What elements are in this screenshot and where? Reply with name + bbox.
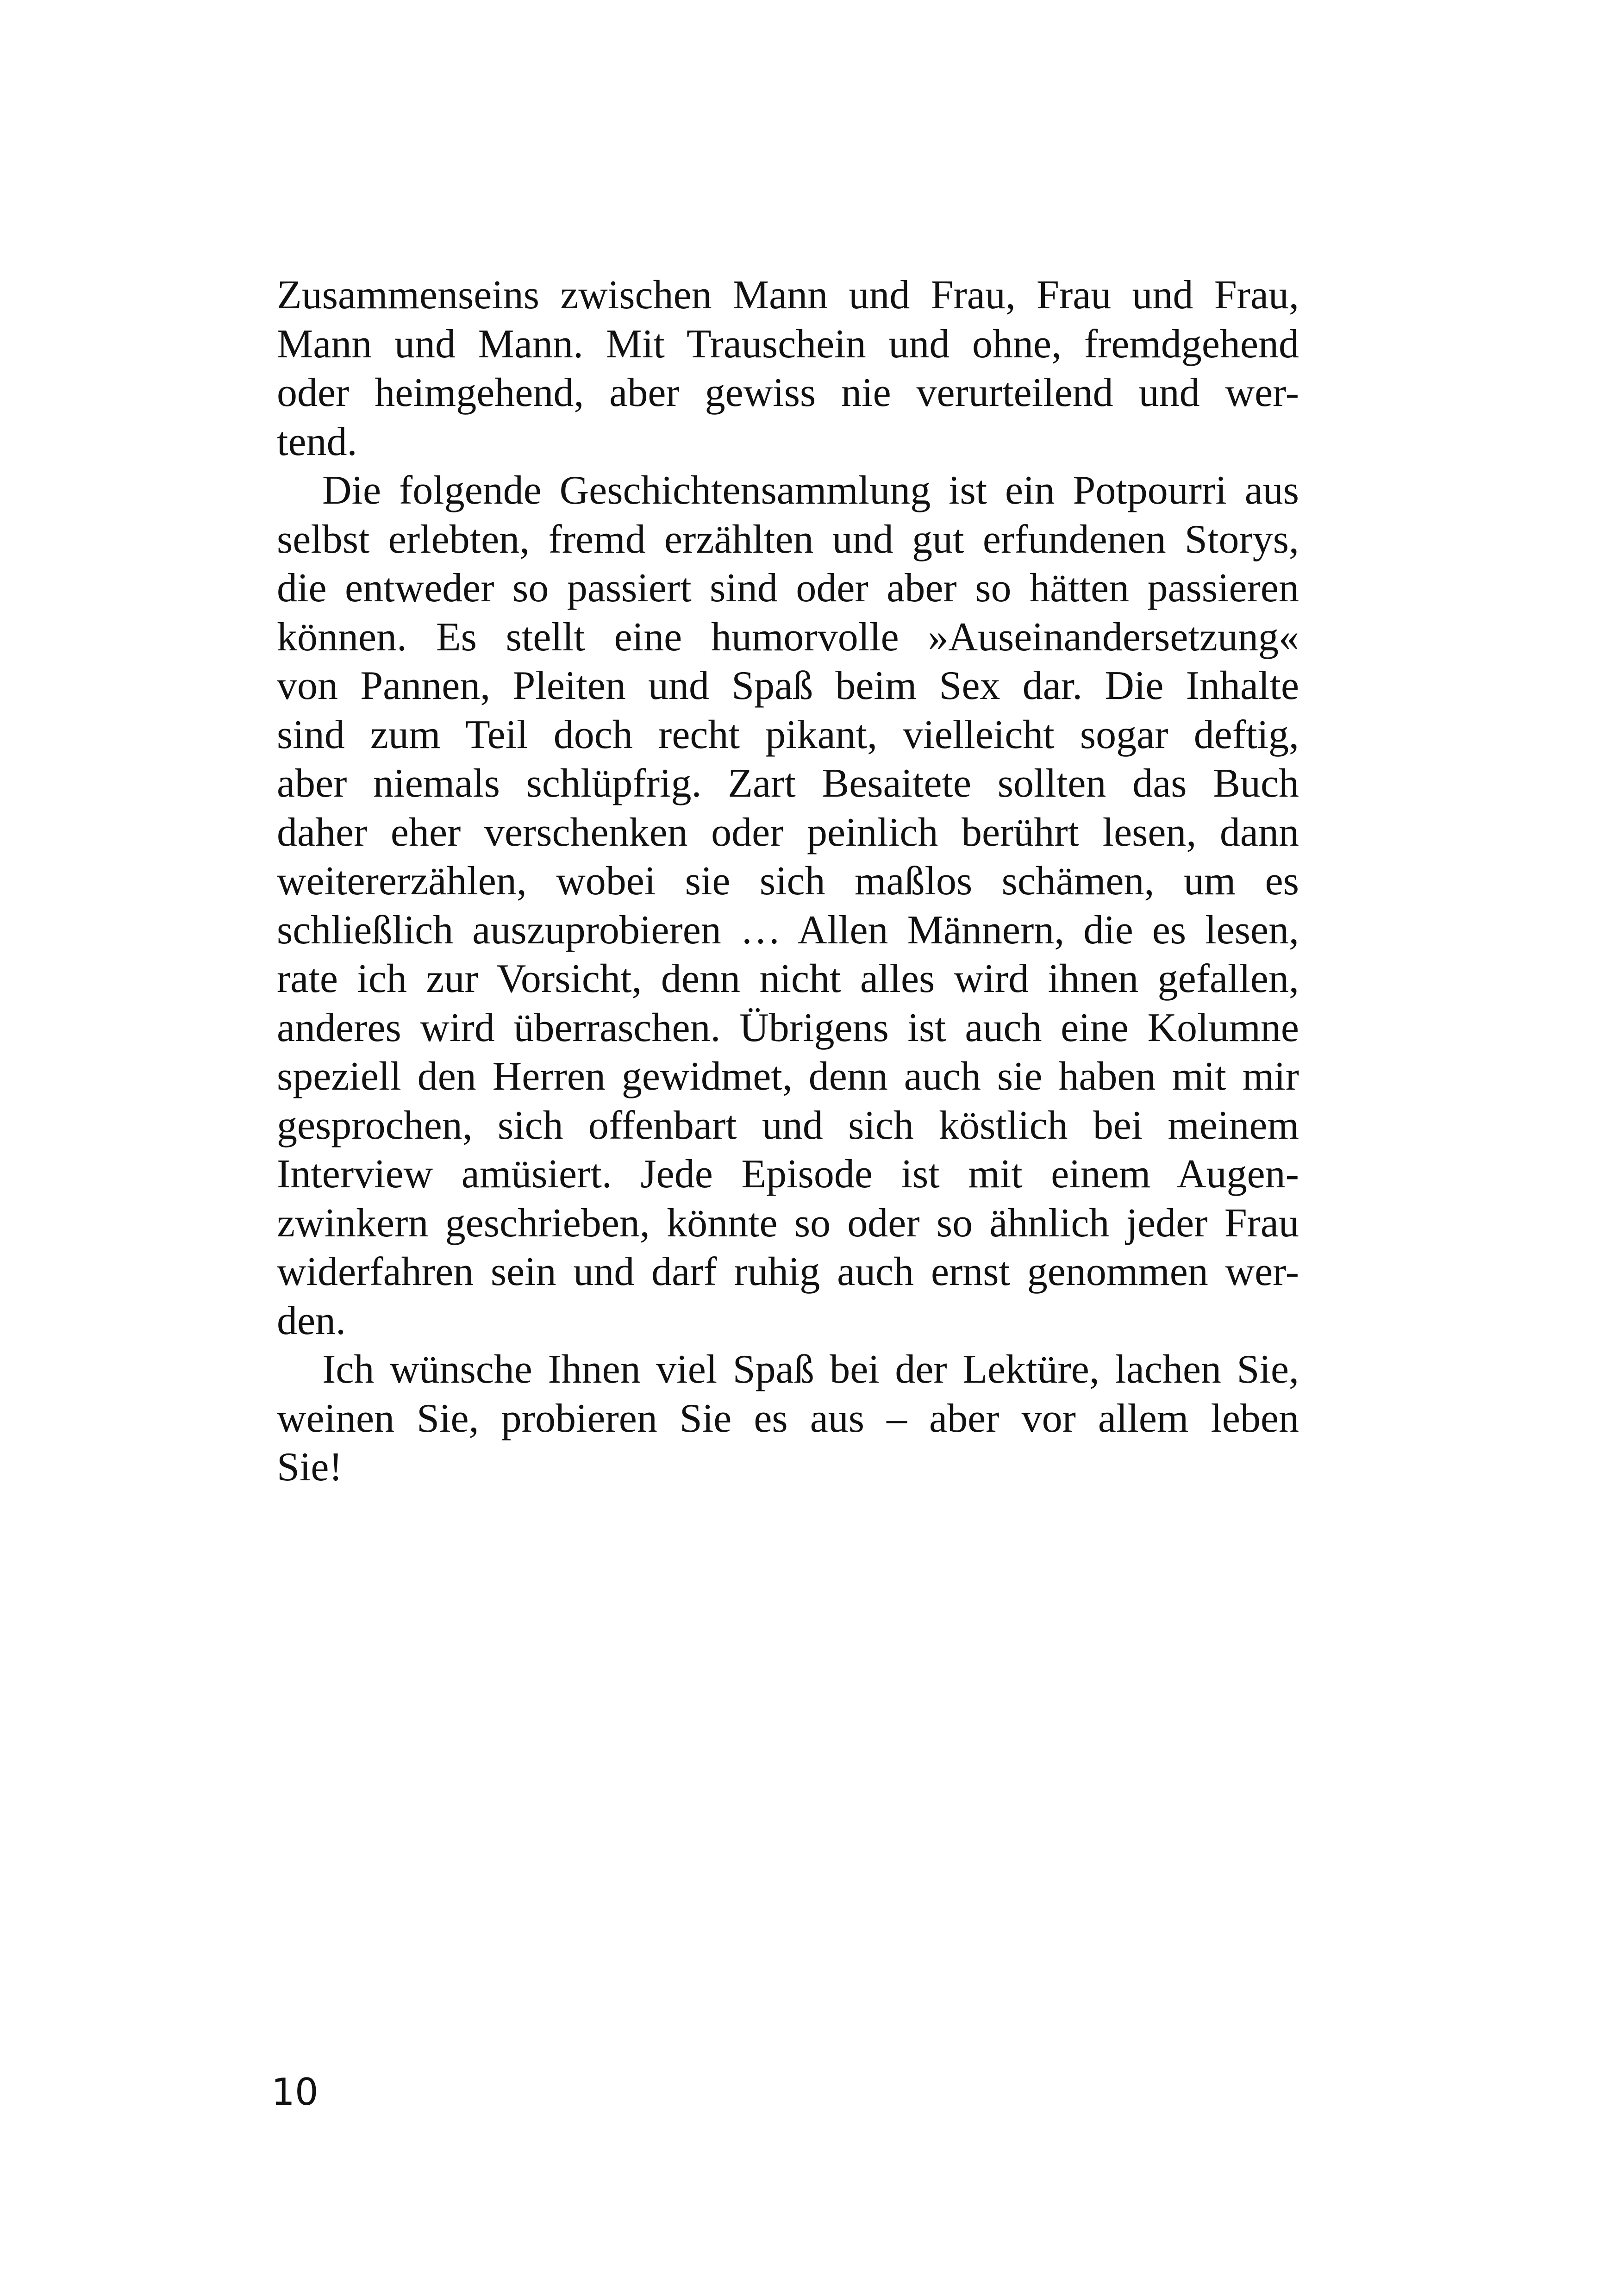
body-text: [277, 271, 1299, 1492]
text-line: Die folgende Geschichtensammlung ist ein Potpourri aus: [322, 468, 1299, 513]
text-line: den.: [277, 1298, 346, 1343]
text-line: weitererzählen, wobei sie sich maßlos schämen, um es: [277, 859, 1299, 904]
paragraph-1: [277, 271, 1299, 466]
text-line: widerfahren sein und darf ruhig auch ernst genommen wer-: [277, 1249, 1299, 1294]
text-line: daher eher verschenken oder peinlich berührt lesen, dann: [277, 810, 1299, 855]
text-line: aber niemals schlüpfrig. Zart Besaitete sollten das Buch: [277, 761, 1299, 806]
page-number: 10: [271, 2070, 319, 2114]
text-line: Ich wünsche Ihnen viel Spaß bei der Lektüre, lachen Sie,: [322, 1347, 1299, 1392]
text-line: tend.: [277, 419, 357, 464]
text-line: können. Es stellt eine humorvolle »Auseinandersetzung«: [277, 614, 1299, 660]
text-line: Interview amüsiert. Jede Episode ist mit einem Augen-: [277, 1152, 1299, 1197]
text-line: Sie!: [277, 1445, 343, 1490]
text-line: Zusammenseins zwischen Mann und Frau, Frau und Frau,: [277, 273, 1299, 318]
text-line: rate ich zur Vorsicht, denn nicht alles wird ihnen gefallen,: [277, 956, 1299, 1001]
text-line: von Pannen, Pleiten und Spaß beim Sex dar. Die Inhalte: [277, 663, 1299, 708]
text-line: zwinkern geschrieben, könnte so oder so ähnlich jeder Frau: [277, 1200, 1299, 1246]
text-line: anderes wird überraschen. Übrigens ist auch eine Kolumne: [277, 1005, 1299, 1050]
text-line: weinen Sie, probieren Sie es aus – aber vor allem leben: [277, 1396, 1299, 1441]
paragraph-3: [277, 1345, 1299, 1492]
text-line: gesprochen, sich offenbart und sich köstlich bei meinem: [277, 1103, 1299, 1148]
text-line: selbst erlebten, fremd erzählten und gut erfundenen Storys,: [277, 517, 1299, 562]
text-line: oder heimgehend, aber gewiss nie verurteilend und wer-: [277, 370, 1299, 415]
text-line: sind zum Teil doch recht pikant, vielleicht sogar deftig,: [277, 712, 1299, 757]
text-line: schließlich auszuprobieren … Allen Männern, die es lesen,: [277, 907, 1299, 953]
text-line: Mann und Mann. Mit Trauschein und ohne, fremdgehend: [277, 321, 1299, 367]
text-line: die entweder so passiert sind oder aber so hätten passieren: [277, 566, 1299, 611]
paragraph-2: [277, 466, 1299, 1345]
text-line: speziell den Herren gewidmet, denn auch sie haben mit mir: [277, 1054, 1299, 1099]
